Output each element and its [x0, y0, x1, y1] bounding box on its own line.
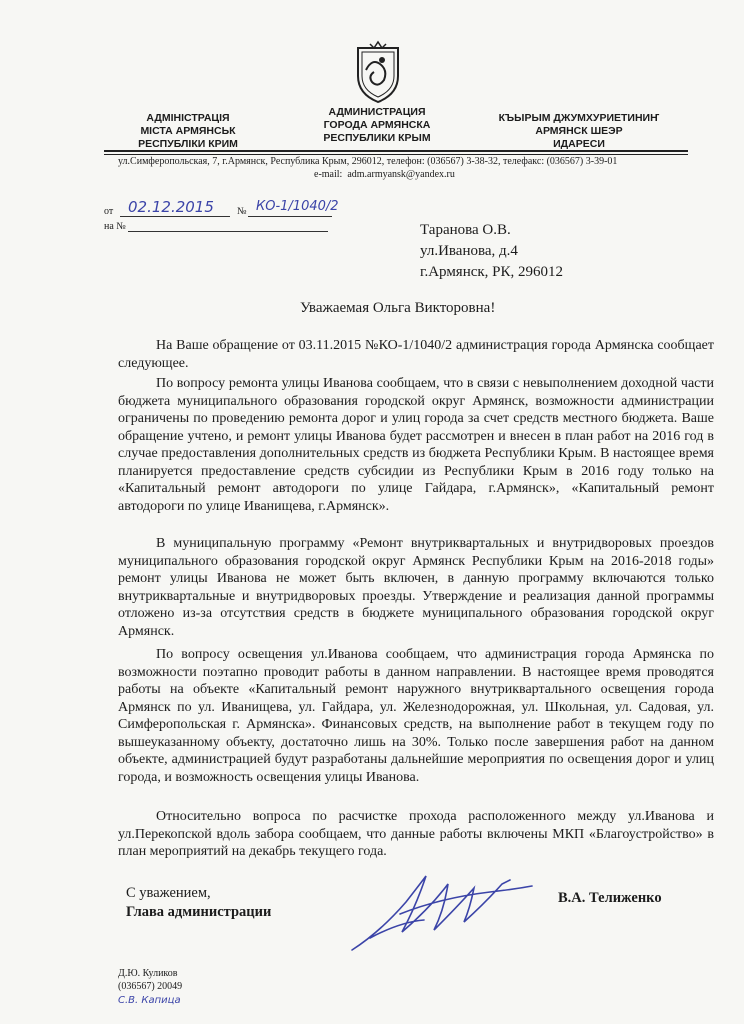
header-left: АДМІНІСТРАЦІЯ МІСТА АРМЯНСЬК РЕСПУБЛІКИ КРИМ — [138, 112, 238, 150]
reg-num-label: № — [237, 206, 247, 217]
closing-regards: С уважением, — [126, 885, 211, 901]
paragraph-3-text: В муниципальную программу «Ремонт внутриквартальных и внутридворовых проездов муниципального образования городской округ Армянск Республики Крым на 2016-2018 годы» ремонт улицы Иванова не может быть включен, в данную программу включаются только внутриквартальные и внутридворовых проезды. Утверждение и реализация данной программы отложено из-за отсутствия средств в бюджете муниципального образования городской округ Армянск. — [118, 536, 714, 639]
reg-num-line — [248, 216, 332, 217]
paragraph-4 — [118, 646, 714, 786]
paragraph-2-text: По вопросу ремонта улицы Иванова сообщаем, что в связи с невыполнением доходной части бюджета муниципального образования городской округ Армянск, возможности администрации ограничены по проведению ремонта дорог и улиц города за счет средств местного бюджета. Ваше обращение учтено, и ремонт улицы Иванова будет рассмотрен и внесен в план работ на 2016 год в случае предоставления дополнительных средств из бюджета Республики Крым. В настоящее время планируется предоставление средств субсидии из Республики Крым в 2016 году только на «Капитальный ремонт автодороги по улице Гайдара, г.Армянск», «Капитальный ремонт автодороги по улице Иванищева, г.Армянск». — [118, 376, 714, 514]
closing-position: Глава администрации — [126, 904, 272, 920]
paragraph-4-text: По вопросу освещения ул.Иванова сообщаем, что администрация города Армянска по возможности поэтапно проводит работы в данном направлении. В настоящее время проводятся работы на объекте «Капитальный ремонт наружного внутриквартального освещения города Армянск по ул. Иванищева, ул. Гайдара, ул. Железнодорожная, ул. Школьная, ул. Садовая, ул. Симферопольская г. Армянска». Финансовых средств, на выполнение работ в текущем году по вышеуказанному объекту, достаточно лишь на 30%. Только после завершения работ на данном объекте, администрацией будут разработаны дальнейшие мероприятия по освещения дорог и улиц города, и возможность освещения улицы Иванова. — [118, 647, 714, 785]
email-address[interactable]: adm.armyansk@yandex.ru — [347, 169, 455, 180]
recipient-city: г.Армянск, РК, 296012 — [420, 264, 564, 280]
recipient-street: ул.Иванова, д.4 — [420, 243, 518, 259]
executor-handwritten-note: С.В. Капица — [118, 995, 181, 1006]
reg-num-value: КО-1/1040/2 — [256, 199, 339, 214]
paragraph-2 — [118, 375, 714, 515]
email-line — [314, 169, 455, 181]
paragraph-1-text: На Ваше обращение от 03.11.2015 №КО-1/1040/2 администрация города Армянска сообщает следующее. — [118, 338, 714, 371]
reg-from-line — [120, 216, 230, 217]
signatory-name: В.А. Телиженко — [558, 890, 662, 906]
recipient-name: Таранова О.В. — [420, 222, 511, 238]
paragraph-5-text: Относительно вопроса по расчистке прохода расположенного между ул.Иванова и ул.Перекопской вдоль забора сообщаем, что данные работы включены МКП «Благоустройство» в план мероприятий на декабрь текущего года. — [118, 809, 714, 859]
header-right: КЪЫРЫМ ДЖУМХУРИЕТИНИҤ АРМЯНСК ШЕЭР ИДАРЕСИ — [498, 112, 660, 150]
coat-of-arms-icon — [352, 40, 404, 104]
reg-from-value: 02.12.2015 — [128, 198, 214, 216]
paragraph-5 — [118, 808, 714, 861]
reg-from-label: от — [104, 206, 114, 217]
executor-phone: (036567) 20049 — [118, 981, 183, 992]
contacts-line: ул.Симферопольская, 7, г.Армянск, Республика Крым, 296012, телефон: (036567) 3-38-32, телефакс: (036567) 3-39-01 — [118, 156, 618, 167]
email-label: e-mail: — [314, 169, 343, 180]
reg-ref-label: на № — [104, 221, 126, 232]
header-rule-thin — [104, 154, 688, 155]
executor-name: Д.Ю. Куликов — [118, 968, 178, 979]
header-center: АДМИНИСТРАЦИЯ ГОРОДА АРМЯНСКА РЕСПУБЛИКИ КРЫМ — [323, 106, 431, 144]
recipient-block — [420, 220, 563, 283]
header-rule — [104, 150, 688, 152]
paragraph-1 — [118, 337, 714, 372]
signature-image — [340, 862, 540, 958]
paragraph-3 — [118, 535, 714, 640]
salutation: Уважаемая Ольга Викторовна! — [300, 300, 496, 316]
reg-ref-line — [128, 231, 328, 232]
